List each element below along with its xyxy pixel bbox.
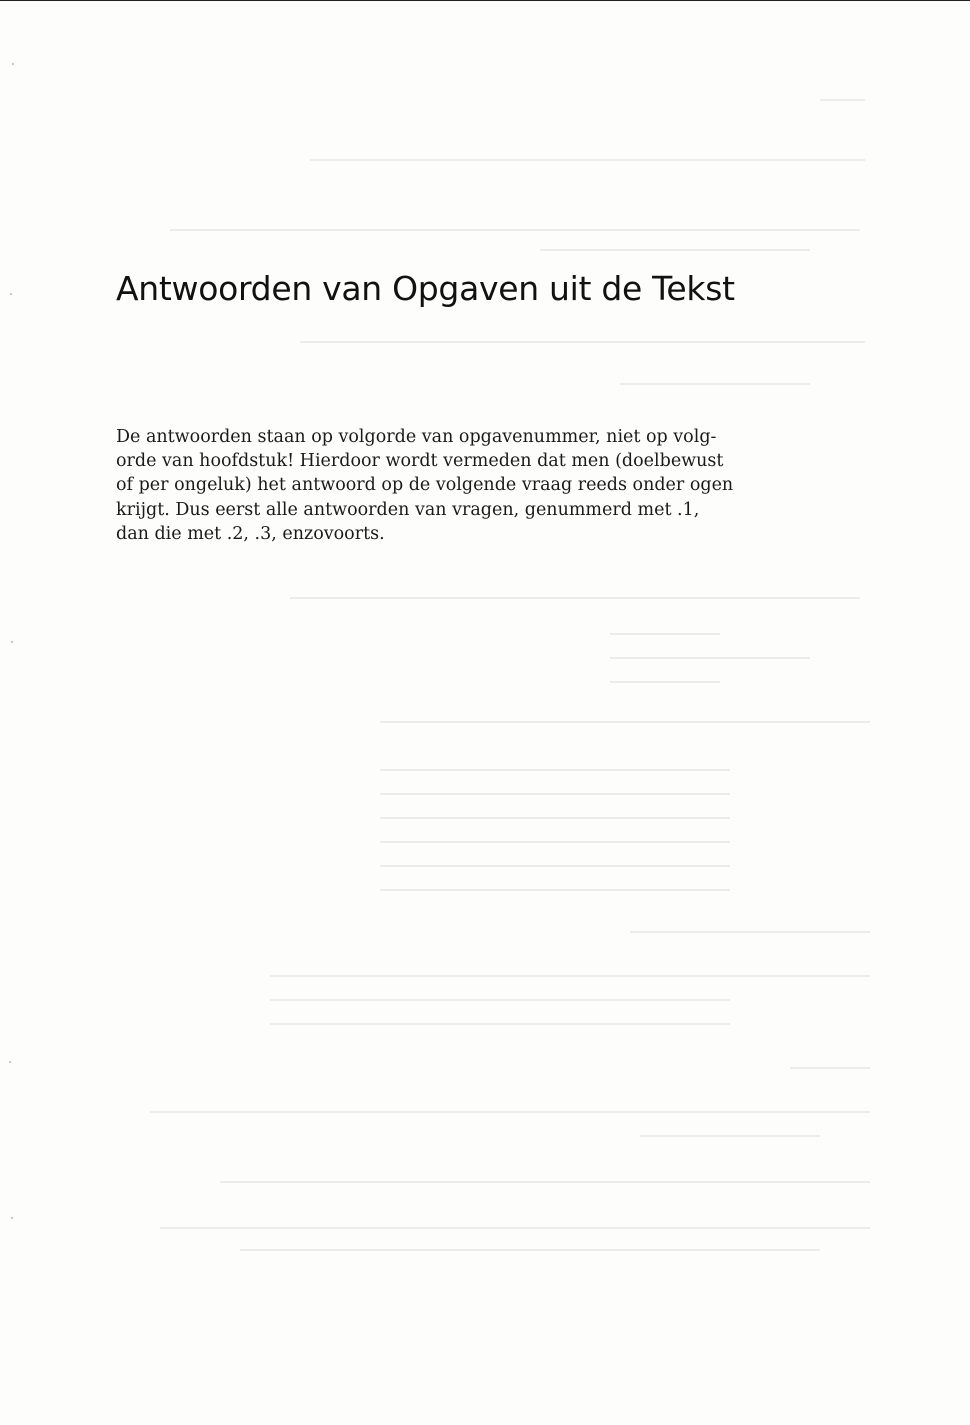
paragraph-line: of per ongeluk) het antwoord op de volgende vraag reeds onder ogen bbox=[116, 475, 734, 496]
page-title: Antwoorden van Opgaven uit de Tekst bbox=[116, 269, 735, 308]
intro-paragraph bbox=[116, 425, 876, 546]
paragraph-line: De antwoorden staan op volgorde van opgavenummer, niet op volg- bbox=[116, 427, 717, 447]
paragraph-line: krijgt. Dus eerst alle antwoorden van vragen, genummerd met .1, bbox=[116, 499, 700, 520]
edge-speck bbox=[9, 1061, 11, 1063]
edge-speck bbox=[10, 293, 12, 295]
reverse-side-show-through bbox=[0, 1, 970, 1425]
edge-speck bbox=[11, 1217, 13, 1219]
paragraph-line: dan die met .2, .3, enzovoorts. bbox=[116, 523, 385, 544]
edge-speck bbox=[12, 63, 14, 65]
paragraph-line: orde van hoofdstuk! Hierdoor wordt vermeden dat men (doelbewust bbox=[116, 451, 724, 472]
edge-speck bbox=[11, 641, 13, 643]
